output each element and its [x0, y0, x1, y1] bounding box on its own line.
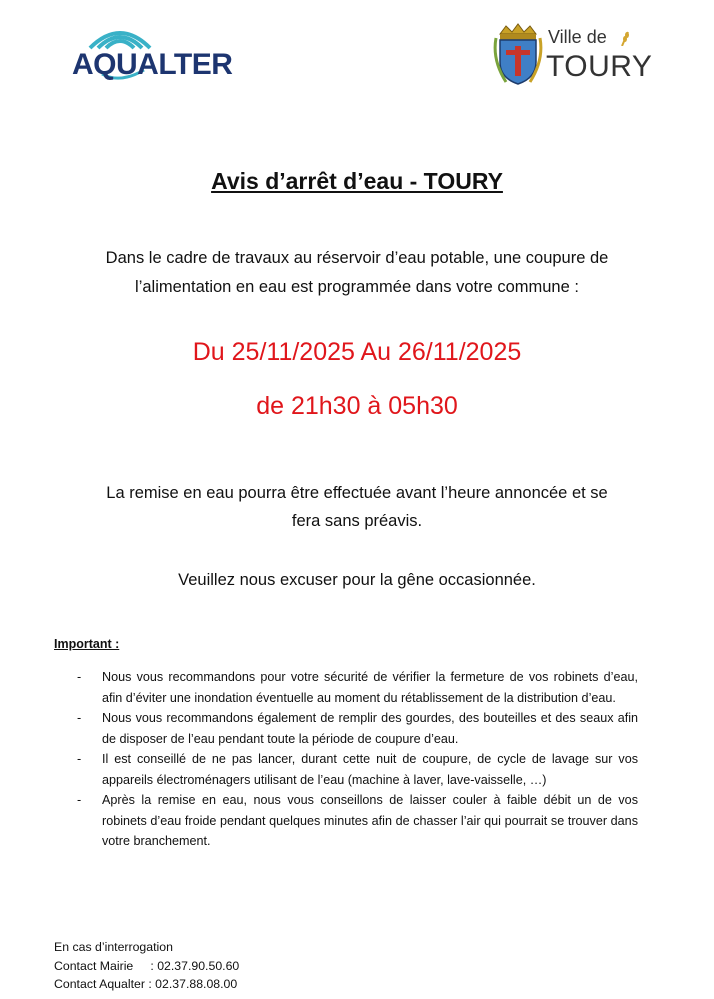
toury-wordmark: TOURY [546, 50, 653, 83]
list-item: - Il est conseillé de ne pas lancer, durant cette nuit de coupure, de cycle de lavage sur vos appareils électroménagers utilisant de l’eau (machine à laver, lave-vaisselle, …) [54, 749, 638, 790]
ville-de-label: Ville de [548, 27, 607, 47]
coat-of-arms-icon [492, 22, 544, 88]
intro-line: Dans le cadre de travaux au réservoir d’eau potable, une coupure de [105, 249, 609, 267]
list-item: - Nous vous recommandons pour votre sécurité de vérifier la fermeture de vos robinets d’eau, afin d’éviter une inondation éventuelle au moment du rétablissement de la distribution d’eau. [54, 667, 638, 708]
contact-heading: En cas d’interrogation [54, 940, 173, 954]
remise-line: La remise en eau pourra être effectuée avant l’heure annoncée et se [106, 484, 608, 502]
page-title: Avis d’arrêt d’eau - TOURY [211, 168, 503, 194]
intro-paragraph [50, 244, 664, 302]
ville-de-toury-logo [492, 22, 653, 88]
dash-bullet: - [77, 752, 82, 766]
remise-line: fera sans préavis. [291, 512, 423, 530]
outage-hours: de 21h30 à 05h30 [256, 392, 458, 420]
contact-block [54, 938, 239, 994]
dash-bullet: - [77, 793, 82, 807]
dash-bullet: - [77, 670, 82, 684]
contact-mairie: Contact Mairie : 02.37.90.50.60 [54, 958, 240, 973]
important-heading: Important : [54, 637, 120, 651]
list-item: - Après la remise en eau, nous vous conseillons de laisser couler à faible débit un de vos robinets d’eau froide pendant quelques minutes afin de chasser l’air qui pourrait se trouver dans votre branchement. [54, 790, 638, 852]
recommendations-list [54, 667, 638, 852]
remise-paragraph [50, 479, 664, 535]
aqualter-wordmark: AQUALTER [72, 48, 233, 81]
intro-line: l’alimentation en eau est programmée dans votre commune : [135, 278, 579, 296]
contact-aqualter: Contact Aqualter : 02.37.88.08.00 [54, 977, 238, 991]
aqualter-logo [68, 22, 258, 84]
list-item: - Nous vous recommandons également de remplir des gourdes, des bouteilles et des seaux afin de disposer de l’eau pendant toute la période de coupure d’eau. [54, 708, 638, 749]
apology-text: Veuillez nous excuser pour la gêne occasionnée. [178, 571, 536, 589]
dash-bullet: - [77, 711, 82, 725]
outage-dates: Du 25/11/2025 Au 26/11/2025 [192, 338, 522, 366]
wheat-icon [618, 30, 632, 46]
